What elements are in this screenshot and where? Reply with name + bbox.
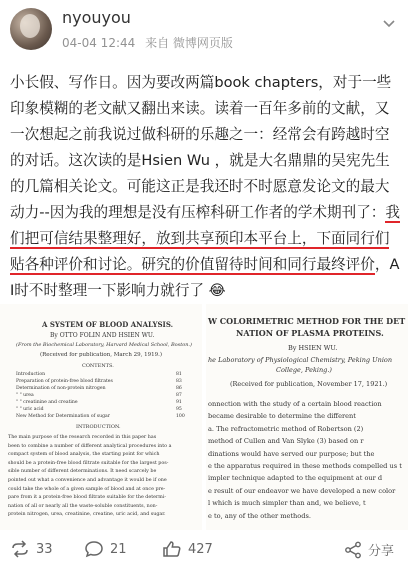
share-button[interactable] — [344, 540, 394, 559]
paper-body-line: e result of our endeavor we have developed a new color — [208, 486, 396, 495]
toc-entry: New Method for Determination of sugar — [16, 414, 110, 419]
contents-heading: CONTENTS. — [82, 363, 114, 369]
paper-body-line: The main purpose of the research recorded in this paper has — [8, 435, 157, 440]
paper-body-line: dinations would have served our purpose; but the — [208, 449, 375, 458]
chevron-down-icon[interactable] — [382, 14, 396, 35]
paper-body-line: pare from it a protein-free blood filtrate suitable for the determi- — [8, 495, 166, 501]
paper-affiliation-line2: College, Peking.) — [276, 366, 332, 374]
paper-affiliation: (From the Biochemical Laboratory, Harvard Medical School, Boston.) — [16, 342, 192, 348]
comment-button[interactable] — [84, 540, 127, 558]
paper-body-line: e to, any of the other methods. — [208, 511, 311, 520]
toc-entry: " " creatinine and creatine — [16, 400, 78, 405]
introduction-heading: INTRODUCTION. — [76, 424, 121, 430]
paper-authors: By OTTO FOLIN AND HSIEN WU. — [50, 332, 155, 339]
toc-page: 91 — [176, 400, 182, 405]
paper-body-line: method of Cullen and Van Slyke (3) based on r — [208, 437, 364, 446]
paper-image-left[interactable] — [0, 304, 202, 530]
post-source: 来自 微博网页版 — [145, 36, 233, 50]
repost-button[interactable] — [10, 540, 53, 558]
paper-title: A SYSTEM OF BLOOD ANALYSIS. — [42, 320, 174, 329]
repost-icon — [10, 540, 30, 558]
thumbs-up-icon — [162, 540, 182, 558]
paper-body-line: should be a protein-free blood filtrate suitable for the largest pos- — [8, 460, 169, 466]
share-icon — [344, 541, 362, 559]
toc-entry: " " uric acid — [16, 407, 44, 412]
paper-body-line: compact system of blood analysis, the starting point for which — [8, 452, 160, 458]
username[interactable]: nyouyou — [62, 8, 131, 27]
laughing-emoji: 😂 — [208, 282, 226, 299]
paper-body-line: a. The refractometric method of Robertson (2) — [208, 424, 364, 433]
paper-received: (Received for publication, November 17, 1921.) — [230, 380, 388, 388]
paper-received: (Received for publication, March 29, 1919.) — [40, 352, 163, 358]
paper-body-line: protein nitrogen, urea, creatinine, creatine, uric acid, and sugar. — [8, 512, 166, 518]
toc-entry: Preparation of protein-free blood filtrates — [16, 379, 113, 384]
paper-body-line: been to combine a number of different analytical procedures into a — [8, 443, 172, 449]
paper-body-line: could take the whole of a given sample of blood and at once pre- — [8, 486, 166, 492]
paper-image-right[interactable] — [206, 304, 408, 530]
toc-page: 81 — [176, 372, 182, 377]
post-paragraph-end: ，AI时不时整理一下影响力就行了 — [10, 256, 400, 299]
post-meta — [62, 34, 239, 51]
toc-entry: Determination of non-protein nitrogen — [16, 386, 106, 391]
post-header — [0, 0, 408, 62]
paper-body-line: e the apparatus required in these methods compelled us t — [208, 462, 402, 470]
paper-body-line: sible number of different determinations. It need scarcely be — [8, 469, 157, 475]
paper-body-line: impler technique adapted to the equipment at our d — [208, 474, 383, 483]
toc-page: 83 — [176, 379, 182, 384]
post-time[interactable]: 04-04 12:44 — [62, 36, 136, 50]
paper-body-line: l which is much simpler than and, we believe, t — [208, 499, 366, 508]
repost-count: 33 — [36, 541, 53, 557]
comment-icon — [84, 540, 104, 558]
action-bar — [0, 536, 408, 566]
paper-title-line1: W COLORIMETRIC METHOD FOR THE DET — [208, 316, 406, 326]
paper-body-line: became desirable to determine the different — [208, 412, 356, 421]
highlighted-text: 我们把可信结果整理好，放到共享预印本平台上，下面同行们贴各种评价和讨论。研究的价值留待时间和同行最终评价 — [10, 204, 400, 273]
toc-entry: Introduction — [16, 372, 46, 377]
avatar[interactable] — [10, 8, 52, 50]
toc-page: 87 — [176, 393, 182, 398]
share-label: 分享 — [368, 544, 395, 559]
paper-affiliation-line1: he Laboratory of Physiological Chemistry, Peking Union — [208, 356, 393, 364]
comment-count: 21 — [110, 541, 127, 557]
paper-body-line: onnection with the study of a certain blood reaction — [208, 400, 382, 408]
like-count: 427 — [188, 541, 213, 557]
post-text — [10, 70, 400, 304]
paper-body-line: nation of all or nearly all the waste-soluble constituents, non- — [8, 503, 158, 509]
paper-title-line2: NATION OF PLASMA PROTEINS. — [236, 328, 384, 338]
paper-body-line: pointed out what a convenience and advantage it would be if one — [8, 478, 167, 483]
toc-entry: " " urea — [16, 393, 34, 398]
toc-page: 95 — [176, 407, 182, 412]
toc-page: 86 — [176, 386, 182, 391]
post-images — [0, 304, 408, 530]
toc-page: 100 — [176, 414, 185, 419]
post-paragraph: 小长假、写作日。因为要改两篇book chapters，对于一些印象模糊的老文献又翻出来读。读着一百年多前的文献，又一次想起之前我说过做科研的乐趣之一：经常会有跨越时空的对话。这次读的是Hsien Wu ，就是大名鼎鼎的吴宪先生的几篇相关论文。可能这正是我还时不时愿意发论文的最大动力--因为我的理想是没有压榨科研工作者的学术期刊了： — [10, 74, 392, 221]
paper-author: By HSIEN WU. — [288, 344, 338, 352]
like-button[interactable] — [162, 540, 213, 558]
